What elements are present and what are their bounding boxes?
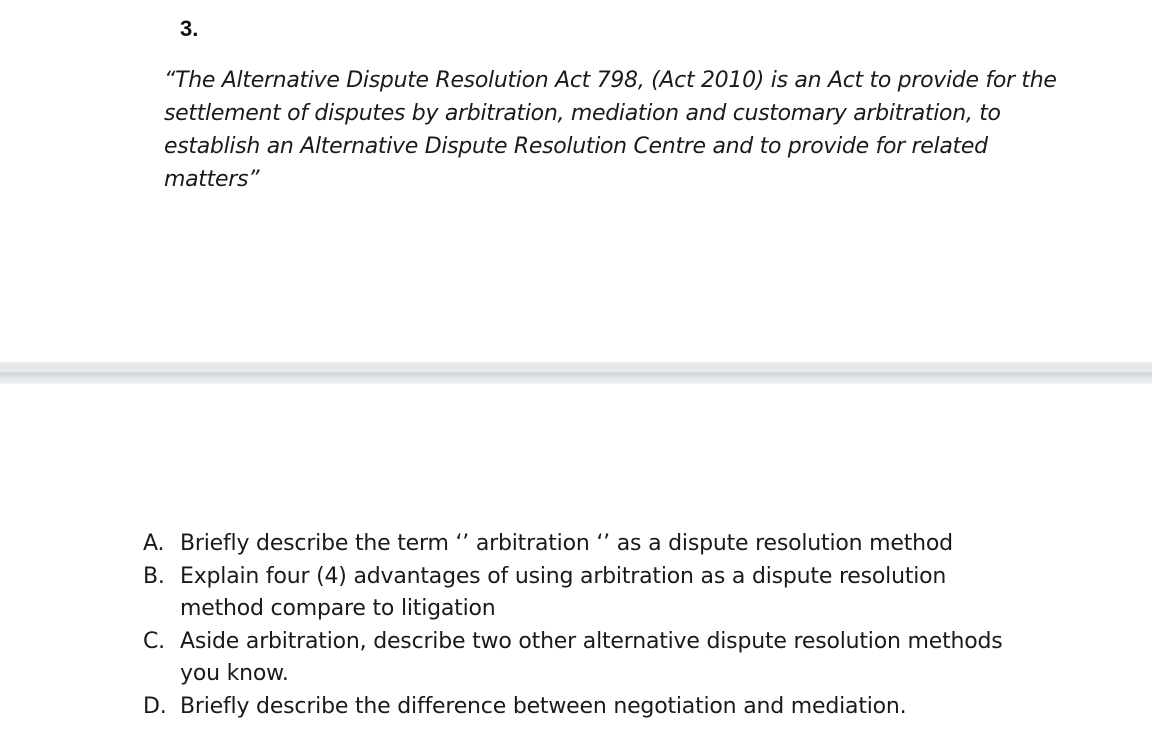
sub-question-marker: A. <box>143 531 165 556</box>
sub-question-d <box>0 691 1020 724</box>
page-top <box>0 0 1152 362</box>
sub-question-marker: D. <box>143 693 167 719</box>
sub-question-list <box>0 528 1020 723</box>
sub-question-c <box>0 626 1020 691</box>
quoted-act-text: “The Alternative Dispute Resolution Act 798, (Act 2010) is an Act to provide for the settlement of disputes by arbitration, mediation and customary arbitration, to establish an Alternative Dispute Resolution Centre and to provide for related matters” <box>164 68 1057 192</box>
sub-question-text: Aside arbitration, describe two other alternative dispute resolution methods you know. <box>180 628 1003 686</box>
sub-question-marker: C. <box>143 628 165 654</box>
sub-question-text: Explain four (4) advantages of using arbitration as a dispute resolution method compare to litigation <box>180 563 947 621</box>
sub-question-a <box>0 528 1020 561</box>
question-number: 3. <box>180 16 199 41</box>
sub-question-b <box>0 561 1020 626</box>
sub-question-marker: B. <box>143 563 165 589</box>
sub-question-text: Briefly describe the term ‘’ arbitration ‘’ as a dispute resolution method <box>180 531 953 556</box>
sub-question-text: Briefly describe the difference between negotiation and mediation. <box>180 693 907 719</box>
page-break-divider <box>0 362 1152 384</box>
